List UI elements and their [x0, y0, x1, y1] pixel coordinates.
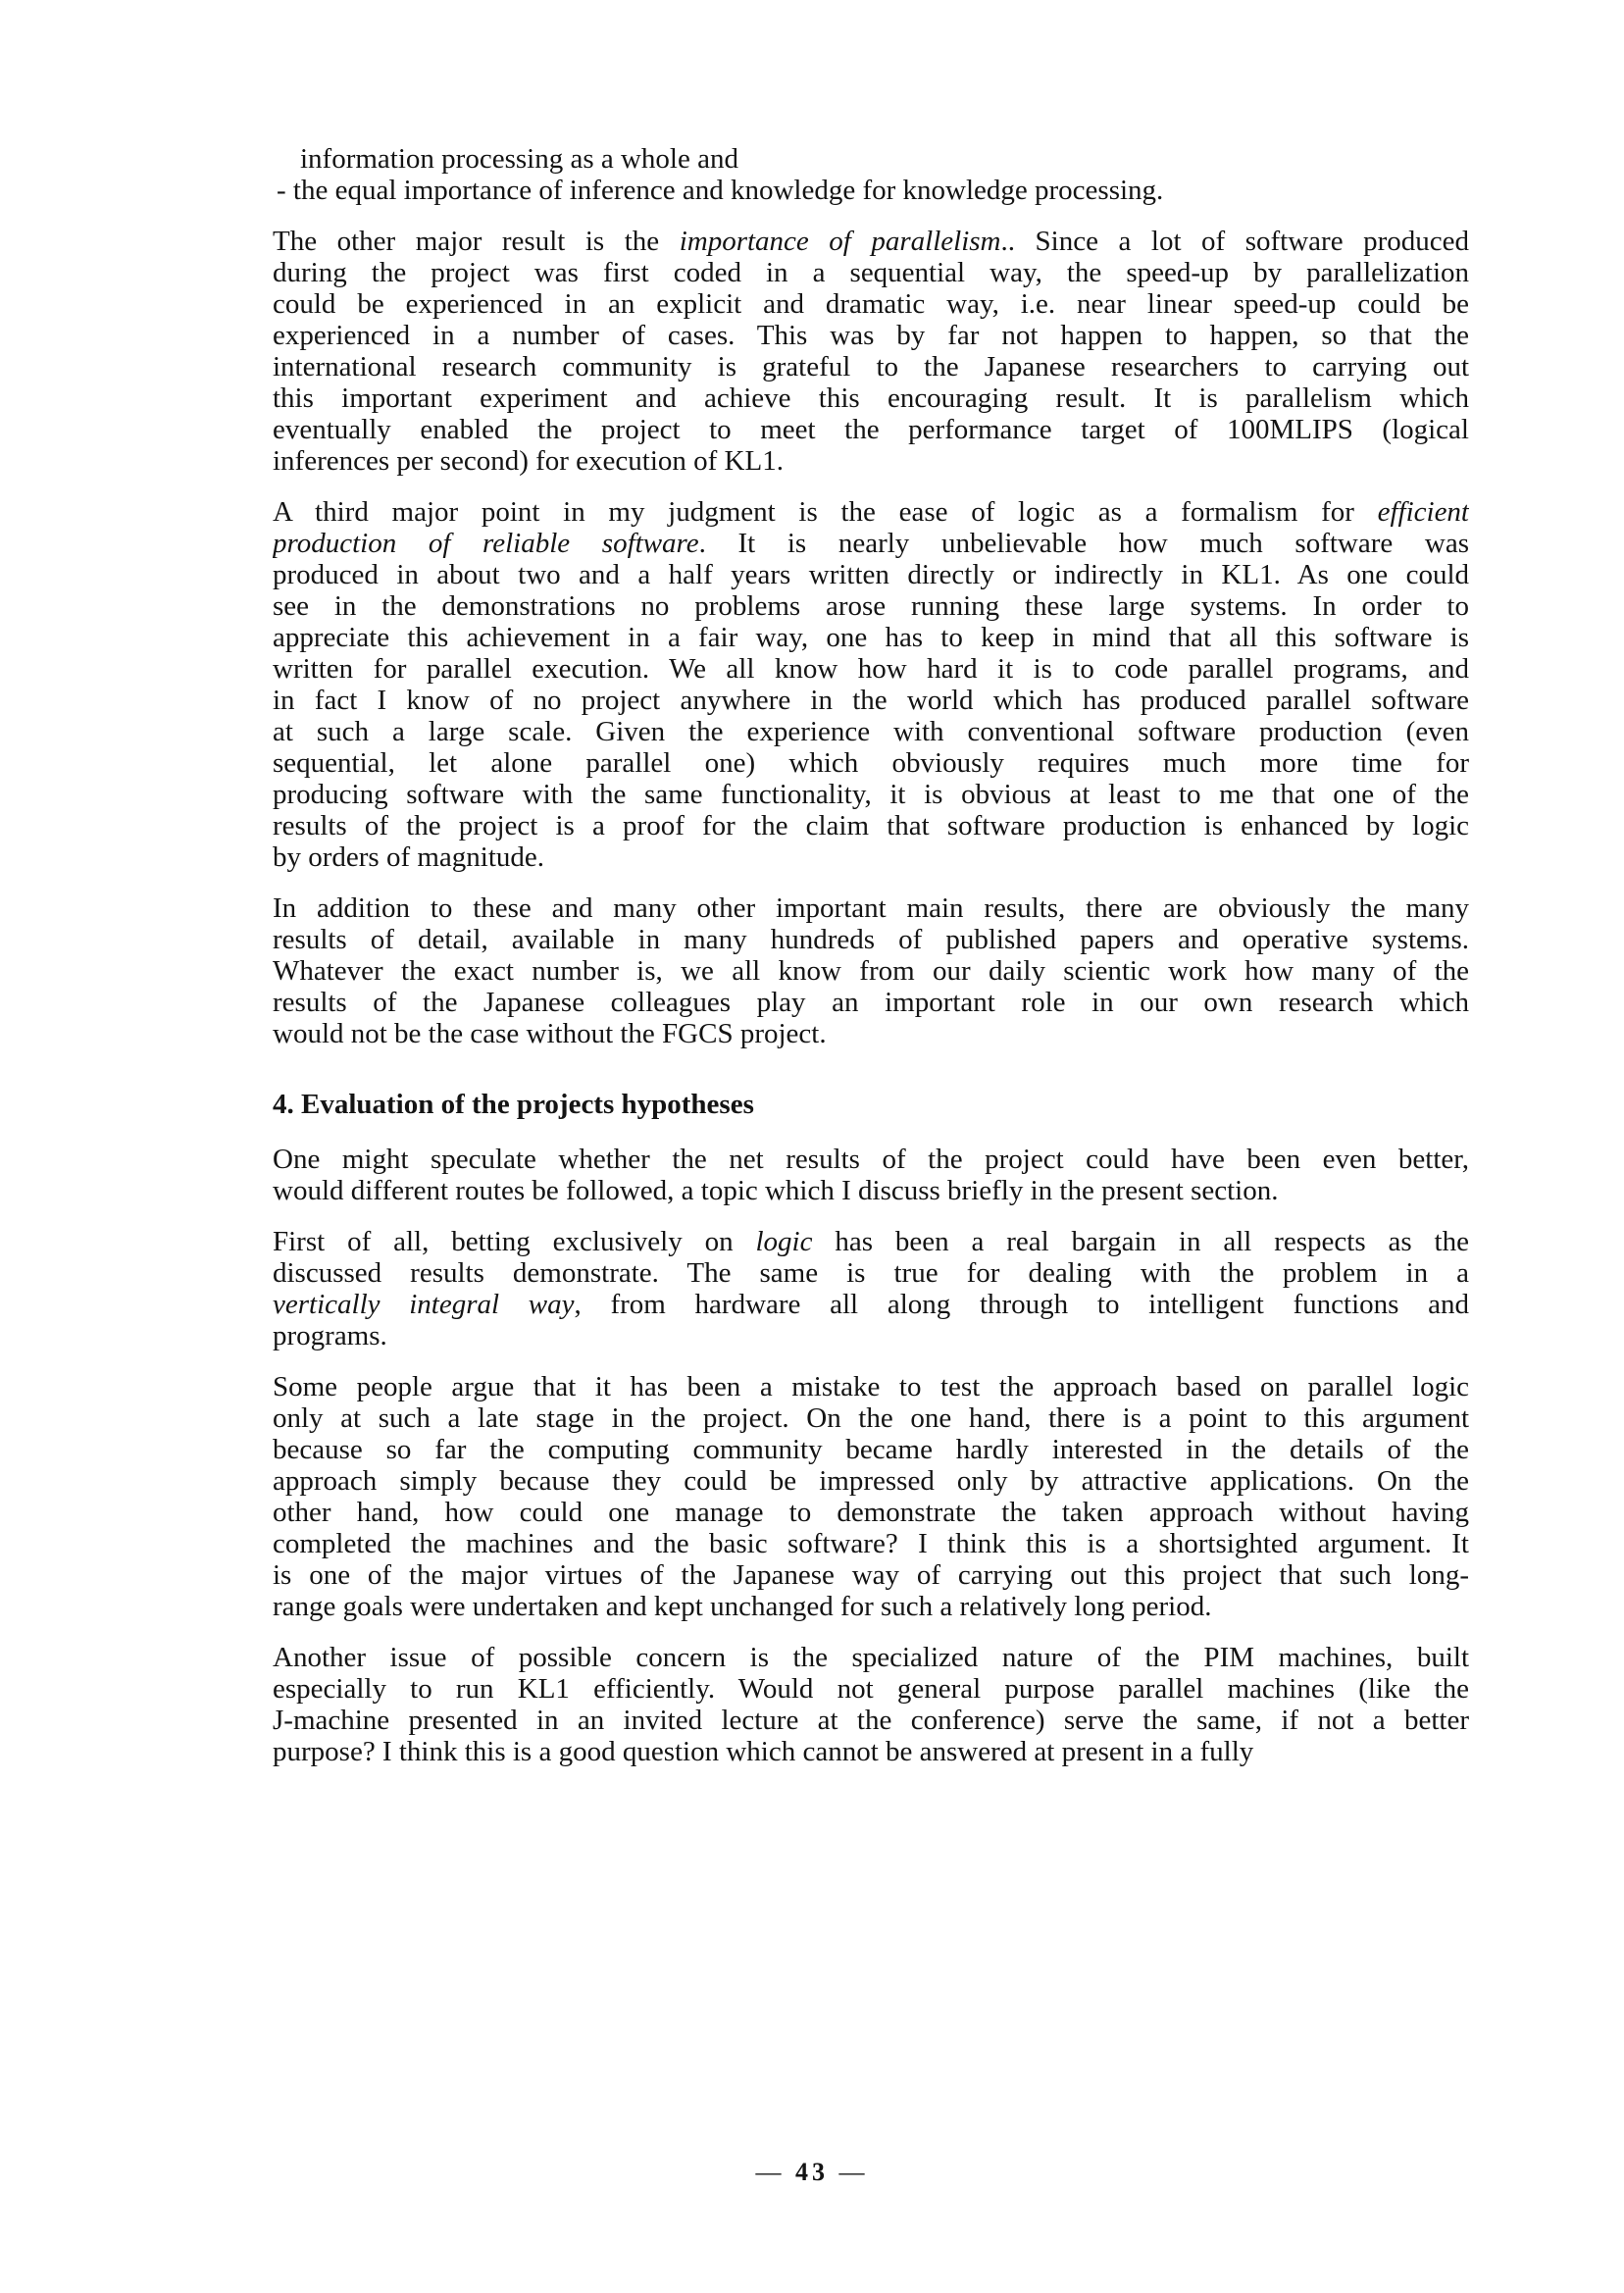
text-run: see in the demonstrations no problems arose running these large systems. In order to — [273, 590, 1469, 622]
text-run: other hand, how could one manage to demonstrate the taken approach without having — [273, 1497, 1469, 1528]
section-heading: 4. Evaluation of the projects hypotheses — [273, 1089, 754, 1120]
text-run: , from hardware all along through to intelligent functions and — [574, 1289, 1469, 1320]
text-run: results of the project is a proof for the claim that software production is enhanced by logic — [273, 810, 1469, 841]
text-run: during the project was first coded in a sequential way, the speed-up by parallelization — [273, 257, 1469, 288]
page-number-dash-right: — — [838, 2158, 869, 2186]
text-line — [273, 1591, 1469, 1622]
text-line — [273, 685, 1469, 716]
emphasis-text: vertically integral way — [273, 1289, 575, 1320]
text-line — [273, 924, 1469, 955]
text-run: at such a large scale. Given the experience with conventional software production (even — [273, 716, 1469, 747]
text-line — [273, 414, 1469, 445]
text-line — [273, 955, 1469, 987]
text-run: approach simply because they could be impressed only by attractive applications. On the — [273, 1465, 1469, 1497]
text-line — [273, 653, 1469, 685]
paragraph-parallelism — [273, 226, 1469, 477]
paragraph-pim-machines — [273, 1642, 1469, 1767]
text-line — [273, 1226, 1469, 1257]
text-run: programs. — [273, 1320, 387, 1351]
text-line — [273, 1642, 1469, 1673]
text-run: in fact I know of no project anywhere in the world which has produced parallel software — [273, 685, 1469, 716]
paragraph-speculate — [273, 1144, 1469, 1206]
text-run: . It is nearly unbelievable how much software was — [698, 528, 1469, 559]
text-line — [273, 1497, 1469, 1528]
emphasis-text: production of reliable software — [273, 528, 699, 559]
text-line — [273, 590, 1469, 622]
text-run: In addition to these and many other important main results, there are obviously the many — [273, 892, 1469, 924]
text-line — [273, 559, 1469, 590]
text-run: produced in about two and a half years written directly or indirectly in KL1. As one could — [273, 559, 1469, 590]
text-line — [273, 1402, 1469, 1434]
text-line — [273, 779, 1469, 810]
text-line — [273, 1736, 1469, 1767]
text-run: international research community is grateful to the Japanese researchers to carrying out — [273, 351, 1469, 382]
text-run: J-machine presented in an invited lecture at the conference) serve the same, if not a better — [273, 1705, 1469, 1736]
text-line — [273, 288, 1469, 320]
paragraph-reliable-software — [273, 496, 1469, 873]
text-run: appreciate this achievement in a fair way, one has to keep in mind that all this software is — [273, 622, 1469, 653]
text-line — [273, 496, 1469, 528]
text-run: purpose? I think this is a good question which cannot be answered at present in a fully — [273, 1736, 1254, 1767]
text-line — [273, 1144, 1469, 1175]
page-number-value: 43 — [795, 2158, 829, 2186]
text-run: inferences per second) for execution of KL1. — [273, 445, 784, 477]
text-run: producing software with the same functionality, it is obvious at least to me that one of the — [273, 779, 1469, 810]
text-line — [273, 622, 1469, 653]
text-run: could be experienced in an explicit and dramatic way, i.e. near linear speed-up could be — [273, 288, 1469, 320]
text-run: experienced in a number of cases. This was by far not happen to happen, so that the — [273, 320, 1469, 351]
text-run: Whatever the exact number is, we all know from our daily scientic work how many of the — [273, 955, 1469, 987]
text-run: A third major point in my judgment is the ease of logic as a formalism for — [273, 496, 1378, 528]
text-run: Another issue of possible concern is the specialized nature of the PIM machines, built — [273, 1642, 1469, 1673]
text-line — [273, 716, 1469, 747]
text-run: by orders of magnitude. — [273, 841, 545, 873]
page-number — [0, 2158, 1624, 2187]
text-line — [273, 841, 1469, 873]
text-line — [273, 1705, 1469, 1736]
text-run: has been a real bargain in all respects as the — [812, 1226, 1469, 1257]
text-line — [273, 257, 1469, 288]
text-run: discussed results demonstrate. The same is true for dealing with the problem in a — [273, 1257, 1469, 1289]
emphasis-text: importance of parallelism — [679, 226, 1001, 257]
text-run: written for parallel execution. We all know how hard it is to code parallel programs, and — [273, 653, 1469, 685]
text-run: completed the machines and the basic software? I think this is a shortsighted argument. It — [273, 1528, 1469, 1559]
paragraph-late-stage — [273, 1371, 1469, 1622]
text-run: First of all, betting exclusively on — [273, 1226, 756, 1257]
text-line — [273, 1371, 1469, 1402]
results-paragraphs — [273, 226, 1469, 1049]
text-run: eventually enabled the project to meet the performance target of 100MLIPS (logical — [273, 414, 1469, 445]
text-run: would different routes be followed, a topic which I discuss briefly in the present section. — [273, 1175, 1279, 1206]
text-run: results of the Japanese colleagues play an important role in our own research which — [273, 987, 1469, 1018]
text-line — [273, 445, 1469, 477]
document-page — [273, 143, 1469, 1787]
text-line — [273, 1528, 1469, 1559]
text-line — [273, 226, 1469, 257]
paragraph-other-results — [273, 892, 1469, 1049]
text-line — [273, 1673, 1469, 1705]
intro-list — [273, 143, 1469, 206]
text-run: sequential, let alone parallel one) which obviously requires much more time for — [273, 747, 1469, 779]
text-run: Some people argue that it has been a mistake to test the approach based on parallel logic — [273, 1371, 1469, 1402]
text-run: because so far the computing community became hardly interested in the details of the — [273, 1434, 1469, 1465]
text-line — [273, 1289, 1469, 1320]
text-line — [273, 1257, 1469, 1289]
text-line — [273, 1320, 1469, 1351]
paragraph-logic-bargain — [273, 1226, 1469, 1351]
list-item-continuation: information processing as a whole and — [300, 143, 738, 175]
text-run: would not be the case without the FGCS project. — [273, 1018, 827, 1049]
text-line — [273, 747, 1469, 779]
text-run: .. Since a lot of software produced — [1000, 226, 1469, 257]
text-line — [273, 320, 1469, 351]
text-run: results of detail, available in many hundreds of published papers and operative systems. — [273, 924, 1469, 955]
text-line — [273, 528, 1469, 559]
text-run: One might speculate whether the net results of the project could have been even better, — [273, 1144, 1469, 1175]
text-line — [273, 1434, 1469, 1465]
section-paragraphs — [273, 1144, 1469, 1767]
text-line — [273, 810, 1469, 841]
text-line — [273, 351, 1469, 382]
text-line — [273, 1175, 1469, 1206]
text-line — [273, 1559, 1469, 1591]
emphasis-text: efficient — [1377, 496, 1469, 528]
page-number-dash-left: — — [755, 2158, 786, 2186]
text-line — [273, 382, 1469, 414]
text-run: is one of the major virtues of the Japanese way of carrying out this project that such long- — [273, 1559, 1469, 1591]
list-item: - the equal importance of inference and knowledge for knowledge processing. — [277, 175, 1164, 206]
text-line — [273, 1018, 1469, 1049]
text-line — [273, 892, 1469, 924]
text-run: especially to run KL1 efficiently. Would not general purpose parallel machines (like the — [273, 1673, 1469, 1705]
text-run: this important experiment and achieve this encouraging result. It is parallelism which — [273, 382, 1469, 414]
text-run: The other major result is the — [273, 226, 680, 257]
text-run: only at such a late stage in the project. On the one hand, there is a point to this argument — [273, 1402, 1469, 1434]
emphasis-text: logic — [755, 1226, 813, 1257]
text-line — [273, 987, 1469, 1018]
text-run: range goals were undertaken and kept unchanged for such a relatively long period. — [273, 1591, 1212, 1622]
text-line — [273, 1465, 1469, 1497]
